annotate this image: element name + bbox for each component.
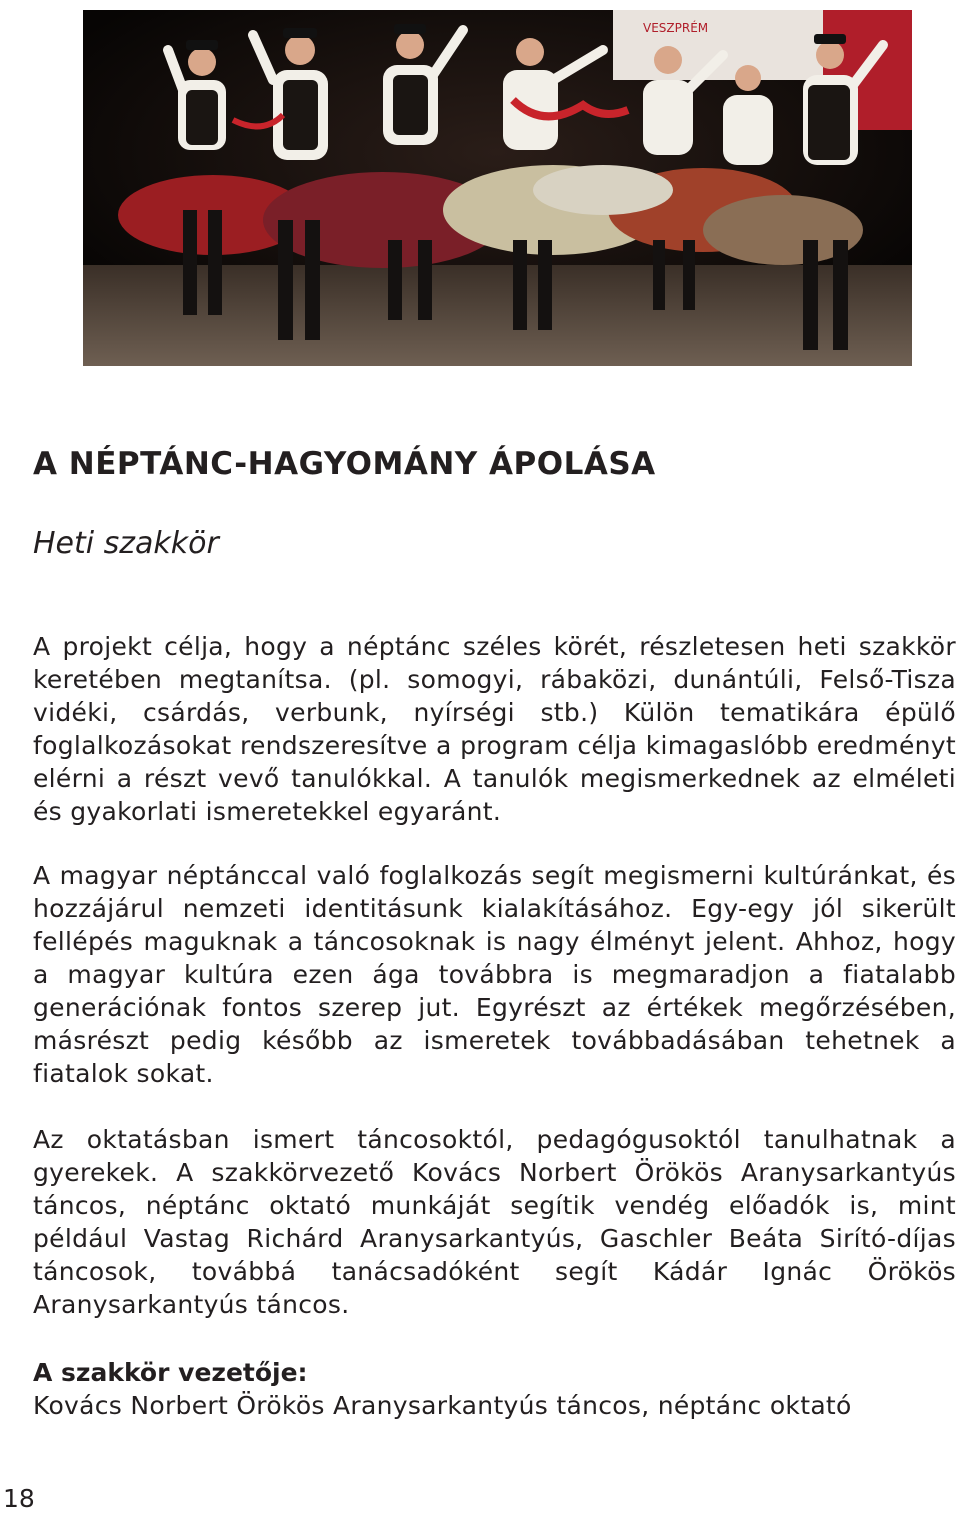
article-subtitle: Heti szakkör [33,526,219,561]
leader-label: A szakkör vezetője: [33,1358,308,1387]
paragraph-culture: A magyar néptánccal való foglalkozás segít megismerni kultúránkat, és hozzájárul nemzeti identitásunk kialakításához. Egy-egy jól sikerült fellépés maguknak a táncosoknak is nagy élményt jelent. Ahhoz, hogy a magyar kultúra ezen ága továbbra is megmaradjon a fiatalabb generációnak fontos szerep jut. Egyrészt az értékek megőrzésében, másrészt pedig később az ismeretek továbbadásában tehetnek a fiatalok sokat. [33,861,956,1088]
leader-name: Kovács Norbert Örökös Aranysarkantyús táncos, néptánc oktató [33,1391,852,1420]
paragraph-project-goal: A projekt célja, hogy a néptánc széles körét, részletesen heti szakkör keretében megtanítsa. (pl. somogyi, rábaközi, dunántúli, Felső-Tisza vidéki, csárdás, verbunk, nyírségi stb.) Külön tematikára épülő foglalkozásokat rendszeresítve a program célja kimagaslóbb eredményt elérni a részt vevő tanulókkal. A tanulók megismerkednek az elméleti és gyakorlati ismeretekkel egyaránt. [33,632,956,826]
banner-text: VESZPRÉM [643,21,709,35]
folk-dance-photo [83,10,912,366]
page-number: 18 [3,1484,35,1513]
article-title: A NÉPTÁNC-HAGYOMÁNY ÁPOLÁSA [33,446,656,482]
paragraph-teachers: Az oktatásban ismert táncosoktól, pedagógusoktól tanulhatnak a gyerekek. A szakkörvezető Kovács Norbert Örökös Aranysarkantyús táncos, néptánc oktató munkáját segítik vendég előadók is, mint például Vastag Richárd Aranysarkantyús, Gaschler Beáta Sirító-díjas táncosok, továbbá tanácsadóként segít Kádár Ignác Örökös Aranysarkantyús táncos. [33,1125,956,1319]
